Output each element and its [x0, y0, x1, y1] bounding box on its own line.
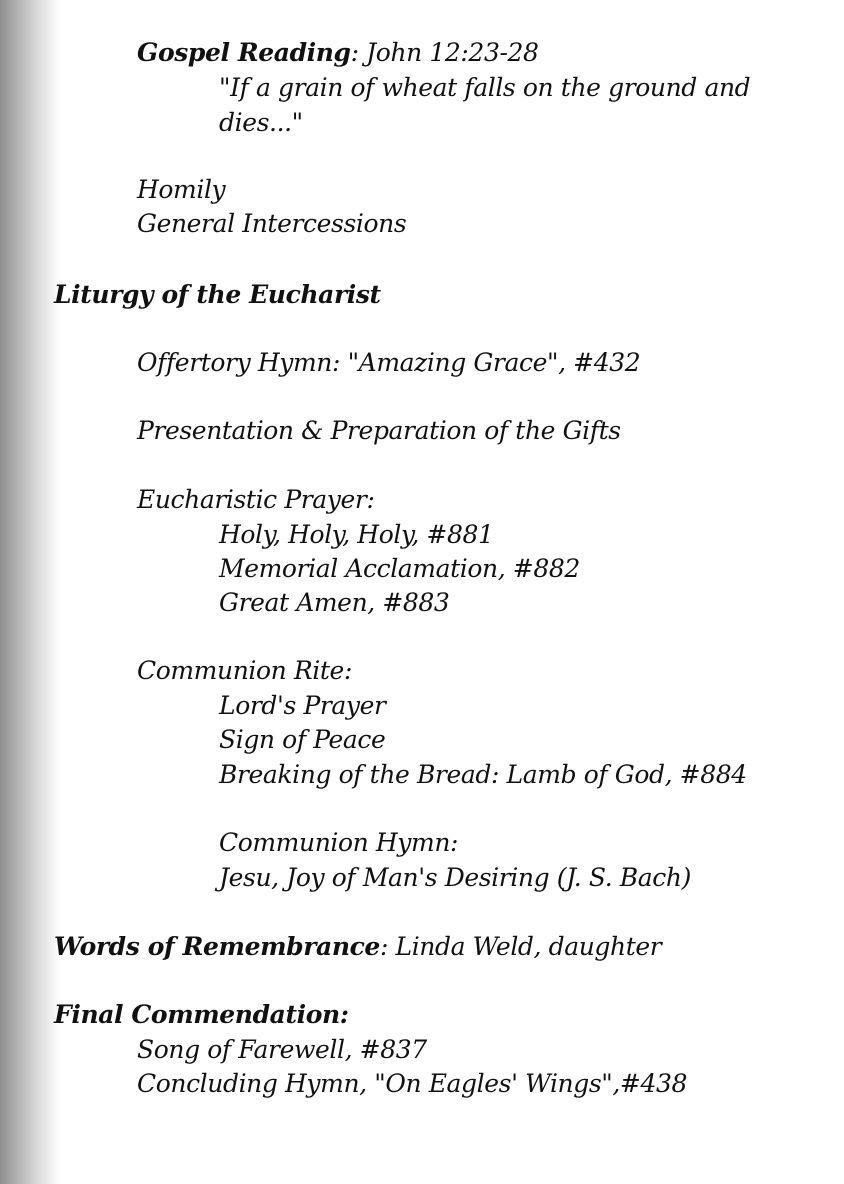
communion-rite-item: Sign of Peace: [219, 725, 386, 754]
eucharistic-prayer-item: Great Amen, #883: [219, 588, 450, 617]
gospel-reading-reference: : John 12:23-28: [350, 38, 539, 67]
words-of-remembrance-speaker: : Linda Weld, daughter: [379, 932, 662, 961]
communion-rite-item: Breaking of the Bread: Lamb of God, #884: [219, 760, 747, 789]
final-commendation-item: Song of Farewell, #837: [137, 1035, 427, 1064]
eucharistic-prayer-label: Eucharistic Prayer:: [137, 485, 375, 514]
homily: Homily: [137, 175, 226, 204]
communion-rite-item: Lord's Prayer: [219, 691, 386, 720]
final-commendation-label: Final Commendation:: [54, 1000, 349, 1029]
eucharistic-prayer-item: Holy, Holy, Holy, #881: [219, 520, 494, 549]
gospel-quote-line-1: "If a grain of wheat falls on the ground and: [219, 73, 751, 102]
communion-hymn-title: Jesu, Joy of Man's Desiring (J. S. Bach): [219, 863, 691, 892]
gospel-reading-line: [137, 36, 539, 70]
communion-hymn-label: Communion Hymn:: [219, 828, 459, 857]
presentation-of-gifts: Presentation & Preparation of the Gifts: [137, 416, 621, 445]
gospel-reading-label: Gospel Reading: [137, 38, 351, 67]
words-of-remembrance-line: [54, 930, 661, 964]
communion-rite-label: Communion Rite:: [137, 656, 352, 685]
offertory-hymn: Offertory Hymn: "Amazing Grace", #432: [137, 348, 641, 377]
section-heading-eucharist: Liturgy of the Eucharist: [54, 280, 381, 309]
final-commendation-item: Concluding Hymn, "On Eagles' Wings",#438: [137, 1069, 687, 1098]
page-edge-shadow: [0, 0, 60, 1184]
general-intercessions: General Intercessions: [137, 209, 407, 238]
words-of-remembrance-label: Words of Remembrance: [54, 932, 380, 961]
eucharistic-prayer-item: Memorial Acclamation, #882: [219, 554, 580, 583]
gospel-quote-line-2: dies...": [219, 108, 303, 137]
